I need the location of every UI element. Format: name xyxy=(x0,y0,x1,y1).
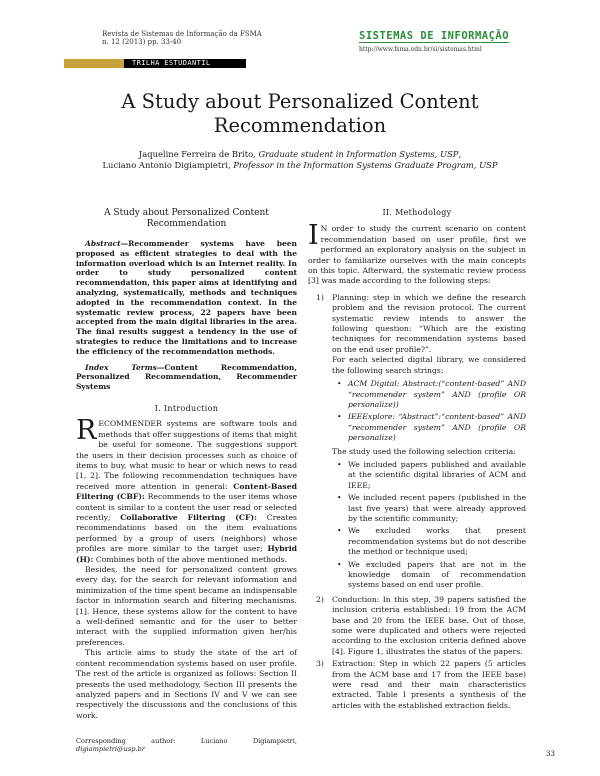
intro-dropcap: R xyxy=(76,415,97,447)
author-2-affiliation: Professor in the Information Systems Graduate Program, USP xyxy=(233,160,498,170)
abstract-text: Recommender systems have been proposed as efficient strategies to deal with the information overload which is an Internet reality. In order to study personalized content recommendation, this paper aims at identifying and analyzing, systematically, methods and techniques adopted in the recommendation context. In the systematic review process, 22 papers have been accepted from the main digital libraries in the area. The final results suggest a tendency in the use of strategies to reduce the limitations and to increase the efficiency of the recommendation methods. xyxy=(76,239,297,356)
cf-term: Collaborative Filtering (CF): xyxy=(120,513,257,523)
paper-title-line1: A Study about Personalized Content xyxy=(121,90,479,113)
author-1-affiliation: Graduate student in Information Systems, USP xyxy=(258,149,459,159)
hybrid-term: Hybrid (H): xyxy=(76,544,297,564)
author-2-name: Luciano Antonio Digiampietri, xyxy=(102,160,231,170)
intro-paragraph-2: Besides, the need for personalized content grows every day, for the search for relevant information and minimization of the time spent became an indispensable factor in information search and filtering mechanisms. [1]. Hence, these systems allow for the content to have a well-defined semantic and for the user to better interact with the supplied information given her/his preferences. xyxy=(76,565,297,647)
step-2-text: Conduction: In this step, 39 papers satisfied the inclusion criteria established: 19 from the ACM base and 20 from the IEEE base. Out of those, some were duplicated and others were rejected according to the exclusion criteria defined above [4]. Figure 1, illustrates the status of the papers. xyxy=(332,594,526,656)
step-1 xyxy=(308,293,526,591)
search-acm-label: ACM Digital: xyxy=(348,379,400,389)
search-acm-text: Abstract:(“content-based” AND “recommender system” AND (profile OR personalize)) xyxy=(348,379,526,409)
section-heading-introduction: I. Introduction xyxy=(154,403,219,413)
section-heading-methodology: II. Methodology xyxy=(382,208,452,217)
intro-paragraph-1 xyxy=(76,415,297,565)
criterion-2: • We included recent papers (published in the last five years) that were already approved by the scientific community; xyxy=(332,493,526,524)
right-column xyxy=(308,208,526,711)
index-terms-label: Index Terms— xyxy=(85,362,165,372)
step-1-number: 1) xyxy=(316,292,324,302)
step-1-text: Planning: step in which we define the research problem and the revision protocol. The current systematic review intends to answer the following question: “Which are the existing techniques for recommendation systems based on the end user profile?”. xyxy=(332,292,526,354)
journal-brand-block xyxy=(359,24,519,53)
intro-text-b: Recommends to the user items whose content is similar to a content the user read or selected recently; xyxy=(76,492,297,523)
corresponding-author-label: Corresponding author: Luciano Digiampietri, xyxy=(76,737,297,745)
step-1-text-2: For each selected digital library, we considered the following search strings: xyxy=(332,355,526,375)
section-banner-label: TRILHA ESTUDANTIL xyxy=(132,59,211,67)
section-banner xyxy=(64,59,246,68)
column-title-line1: A Study about Personalized Content xyxy=(104,208,269,218)
abstract xyxy=(76,239,297,357)
index-terms-text: Content Recommendation, Personalized Recommendation, Recommender Systems xyxy=(76,362,297,392)
journal-header xyxy=(102,30,262,46)
section-banner-accent xyxy=(64,59,124,68)
journal-brand-logo: SISTEMAS DE INFORMAÇÃO xyxy=(359,30,510,42)
search-string-acm xyxy=(332,379,526,410)
author-block xyxy=(40,149,560,171)
method-text: N order to study the current scenario on content recommendation based on user profile, first we performed an exploratory analysis on the subject in order to familiarize ourselves with the main concepts on this topic. Afterward, the systematic review process [3] was made according to the following steps: xyxy=(308,224,526,286)
paper-title xyxy=(40,90,560,138)
abstract-label: Abstract— xyxy=(85,239,129,248)
intro-text-d: Combines both of the above mentioned methods. xyxy=(95,554,288,564)
intro-text-c: Creates recommendations based on the item evaluations performed by a group of users (neighbors) whose profiles are more similar to the target user; xyxy=(76,513,297,554)
criterion-4: • We excluded papers that are not in the knowledge domain of recommendation systems based on end user profile. xyxy=(332,560,526,591)
corresponding-author-email[interactable]: digiampietri@usp.br xyxy=(76,745,145,753)
step-3-number: 3) xyxy=(316,659,324,669)
method-dropcap: I xyxy=(308,220,319,252)
corresponding-author xyxy=(76,737,297,753)
search-string-ieee xyxy=(332,412,526,443)
journal-name: Revista de Sistemas de Informação da FSMA xyxy=(102,30,262,38)
column-title-line2: Recommendation xyxy=(146,219,227,229)
page-number: 33 xyxy=(546,750,555,758)
journal-url[interactable]: http://www.fsma.edu.br/si/sistemas.html xyxy=(359,46,482,53)
paper-title-line2: Recommendation xyxy=(213,114,387,137)
cbf-term: Content-Based Filtering (CBF): xyxy=(76,481,297,502)
search-ieee-text: “Abstract”:“content-based” AND “recommender system” AND (profile OR personalize) xyxy=(348,412,526,443)
column-title xyxy=(76,208,297,230)
journal-issue: n. 12 (2013) pp. 33-40 xyxy=(102,38,182,46)
criterion-3: • We excluded works that present recommendation systems but do not describe the method or technique used; xyxy=(332,526,526,557)
search-ieee-label: IEEExplore: xyxy=(348,412,396,422)
method-paragraph-1 xyxy=(308,220,526,286)
step-3 xyxy=(308,659,526,711)
step-2 xyxy=(308,595,526,657)
author-1: Jaqueline Ferreira de Brito, Graduate student in Information Systems, USP, xyxy=(138,149,462,159)
criterion-1: • We included papers published and available at the scientific digital libraries of ACM and IEEE; xyxy=(332,460,526,491)
criteria-intro: The study used the following selection criteria: xyxy=(332,446,516,456)
author-1-name: Jaqueline Ferreira de Brito, xyxy=(138,149,256,159)
step-2-number: 2) xyxy=(316,594,324,604)
left-column xyxy=(76,208,297,721)
intro-text-a: ECOMMENDER systems are software tools and methods that offer suggestions of items that might be useful for someone. The suggestions support the users in their decision processes such as choice of items to buy, what music to hear or which news to read [1, 2]. The following recommendation techniques have received more attention in general: xyxy=(76,419,297,491)
intro-paragraph-3: This article aims to study the state of the art of content recommendation systems based on user profile. The rest of the article is organized as follows: Section II presents the used methodology, Section III presents the analyzed papers and in Sections IV and V we can see respectively the discussions and the conclusions of this work. xyxy=(76,648,297,720)
index-terms xyxy=(76,363,297,392)
author-2 xyxy=(40,160,560,171)
step-3-text: Extraction: Step in which 22 papers (5 articles from the ACM base and 17 from the IEEE base) were read and their main characteristics extracted. Table I presents a synthesis of the articles with the established extraction fields. xyxy=(332,659,526,710)
